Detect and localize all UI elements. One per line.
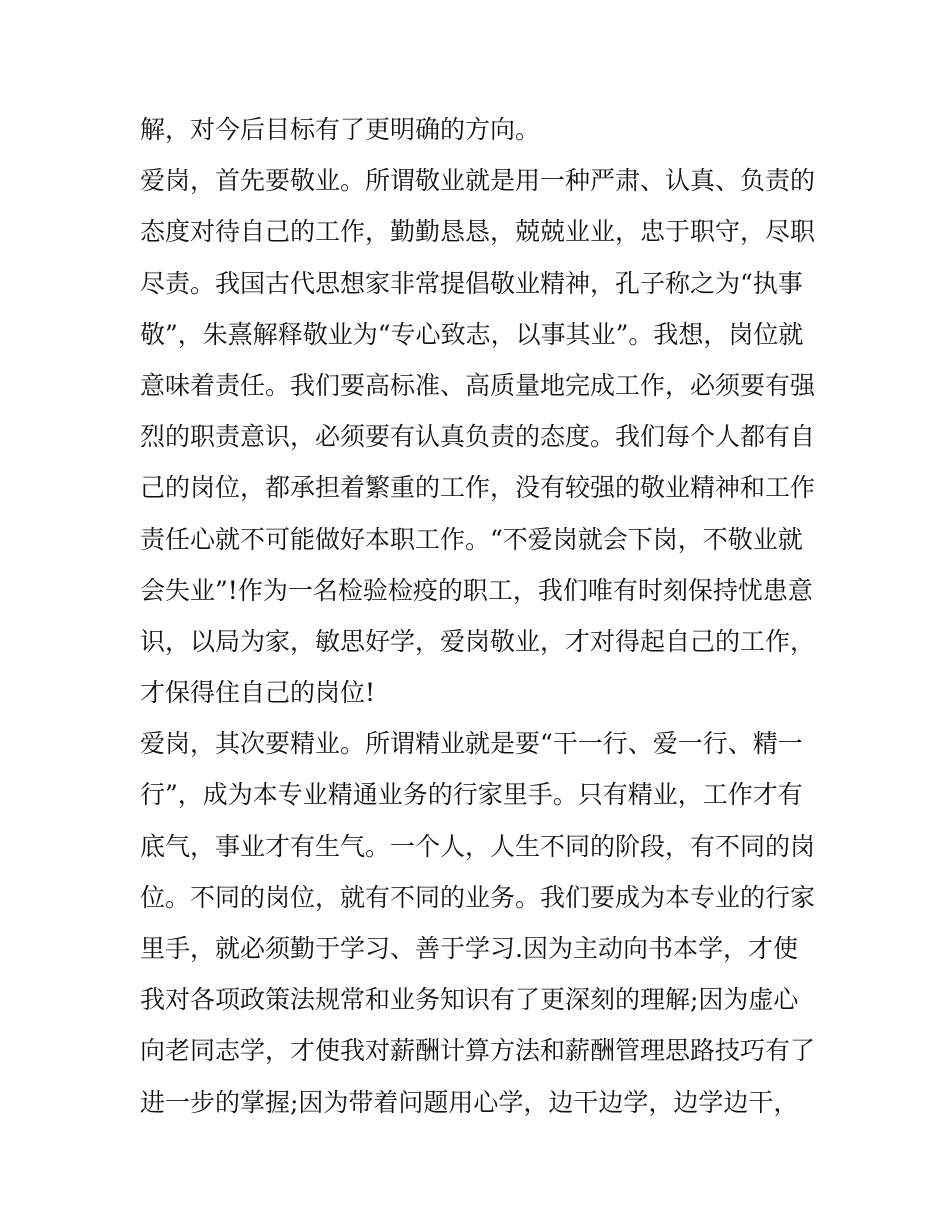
text-line: 才保得住自己的岗位! — [140, 678, 376, 708]
text-line: 态度对待自己的工作，勤勤恳恳，兢兢业业，忠于职守，尽职 — [140, 217, 816, 247]
text-line: 爱岗，首先要敬业。所谓敬业就是用一种严肃、认真、负责的 — [140, 166, 816, 196]
text-line: 行”，成为本专业精通业务的行家里手。只有精业，工作才有 — [140, 780, 803, 810]
text-line: 进一步的掌握;因为带着问题用心学，边干边学，边学边干， — [140, 1087, 799, 1117]
text-line: 识，以局为家，敏思好学，爱岗敬业，才对得起自己的工作， — [140, 626, 816, 656]
text-line: 己的岗位，都承担着繁重的工作，没有较强的敬业精神和工作 — [140, 473, 816, 503]
text-line: 会失业”!作为一名检验检疫的职工，我们唯有时刻保持忧患意 — [140, 575, 813, 605]
text-line: 敬”，朱熹解释敬业为“专心致志，以事其业”。我想，岗位就 — [140, 319, 804, 349]
text-line: 向老同志学，才使我对薪酬计算方法和薪酬管理思路技巧有了 — [140, 1036, 816, 1066]
text-line: 解，对今后目标有了更明确的方向。 — [140, 115, 541, 144]
text-line: 里手，就必须勤于学习、善于学习.因为主动向书本学，才使 — [140, 934, 798, 963]
text-line: 责任心就不可能做好本职工作。“不爱岗就会下岗，不敬业就 — [140, 524, 803, 554]
text-line: 底气，事业才有生气。一个人，人生不同的阶段，有不同的岗 — [140, 831, 816, 861]
text-line: 爱岗，其次要精业。所谓精业就是要“干一行、爱一行、精一 — [140, 729, 803, 759]
body-text — [140, 104, 820, 1128]
text-line: 我对各项政策法规常和业务知识有了更深刻的理解;因为虚心 — [140, 985, 799, 1015]
text-line: 位。不同的岗位，就有不同的业务。我们要成为本专业的行家 — [140, 882, 816, 912]
text-line: 尽责。我国古代思想家非常提倡敬业精神，孔子称之为“执事 — [140, 268, 803, 298]
text-line: 烈的职责意识，必须要有认真负责的态度。我们每个人都有自 — [140, 422, 816, 452]
text-line: 意味着责任。我们要高标准、高质量地完成工作，必须要有强 — [140, 370, 816, 400]
